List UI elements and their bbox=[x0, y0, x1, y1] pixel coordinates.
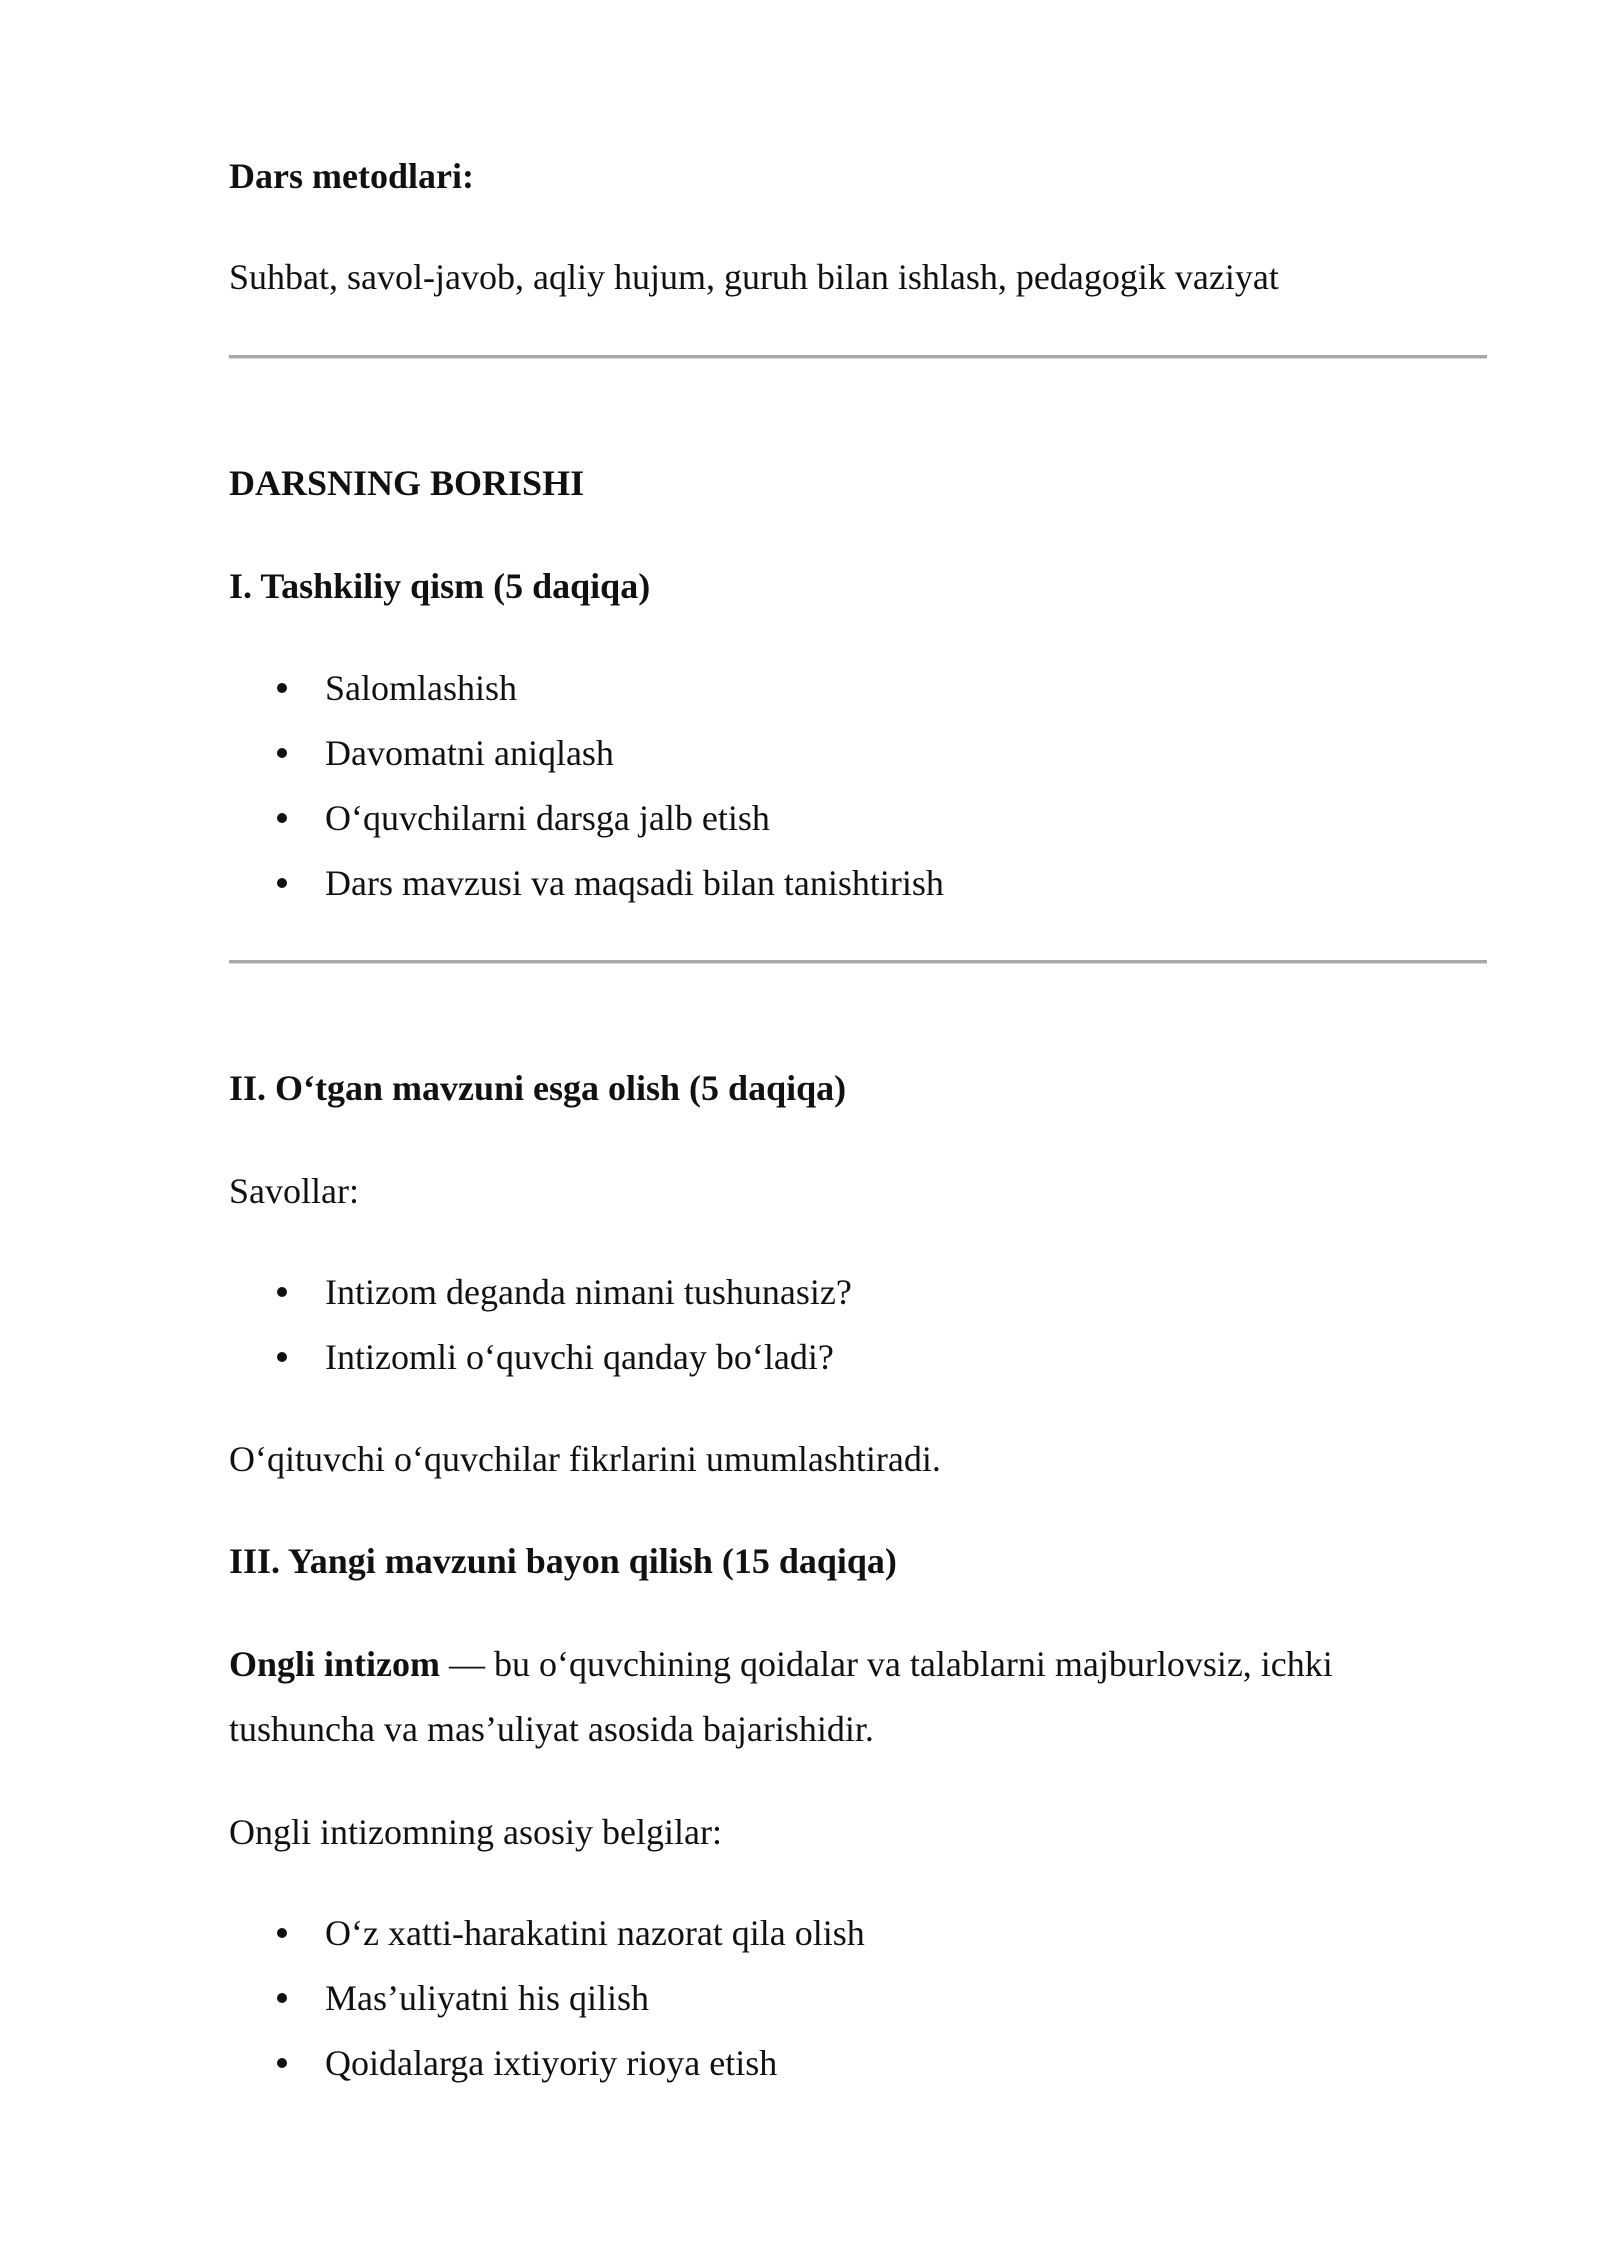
bullet-icon bbox=[277, 748, 287, 758]
definition-line-2: tushuncha va mas’uliyat asosida bajarishidir. bbox=[229, 1709, 874, 1749]
list-item-text: Qoidalarga ixtiyoriy rioya etish bbox=[325, 2043, 778, 2083]
questions-label: Savollar: bbox=[229, 1171, 359, 1211]
definition-line-1 bbox=[229, 1643, 1333, 1685]
list-item-text: Intizomli o‘quvchi qanday bo‘ladi? bbox=[325, 1337, 834, 1377]
bullet-icon bbox=[277, 1287, 287, 1297]
bullet-icon bbox=[277, 1352, 287, 1362]
definition-text: — bu o‘quvchining qoidalar va talablarni majburlovsiz, ichki bbox=[440, 1644, 1333, 1684]
section2-summary: O‘qituvchi o‘quvchilar fikrlarini umumlashtiradi. bbox=[229, 1439, 941, 1479]
section3-heading: III. Yangi mavzuni bayon qilish (15 daqiqa) bbox=[229, 1541, 897, 1581]
bullet-icon bbox=[277, 2058, 287, 2068]
definition-term: Ongli intizom bbox=[229, 1644, 441, 1684]
bullet-icon bbox=[277, 1928, 287, 1938]
methods-text: Suhbat, savol-javob, aqliy hujum, guruh bilan ishlash, pedagogik vaziyat bbox=[229, 257, 1279, 297]
list-item-text: Salomlashish bbox=[325, 668, 518, 708]
methods-heading: Dars metodlari: bbox=[229, 156, 474, 196]
bullet-icon bbox=[277, 1993, 287, 2003]
list-item-text: Davomatni aniqlash bbox=[325, 733, 614, 773]
bullet-icon bbox=[277, 683, 287, 693]
list-item-text: Mas’uliyatni his qilish bbox=[325, 1978, 649, 2018]
divider bbox=[229, 355, 1487, 359]
course-heading: DARSNING BORISHI bbox=[229, 463, 585, 503]
bullet-icon bbox=[277, 878, 287, 888]
section2-heading: II. O‘tgan mavzuni esga olish (5 daqiqa) bbox=[229, 1068, 847, 1108]
section1-heading: I. Tashkiliy qism (5 daqiqa) bbox=[229, 566, 651, 606]
list-item-text: Intizom deganda nimani tushunasiz? bbox=[325, 1272, 852, 1312]
bullet-icon bbox=[277, 813, 287, 823]
signs-label: Ongli intizomning asosiy belgilar: bbox=[229, 1812, 722, 1852]
list-item-text: O‘quvchilarni darsga jalb etish bbox=[325, 798, 770, 838]
divider bbox=[229, 960, 1487, 964]
list-item-text: Dars mavzusi va maqsadi bilan tanishtirish bbox=[325, 863, 944, 903]
list-item-text: O‘z xatti-harakatini nazorat qila olish bbox=[325, 1913, 865, 1953]
